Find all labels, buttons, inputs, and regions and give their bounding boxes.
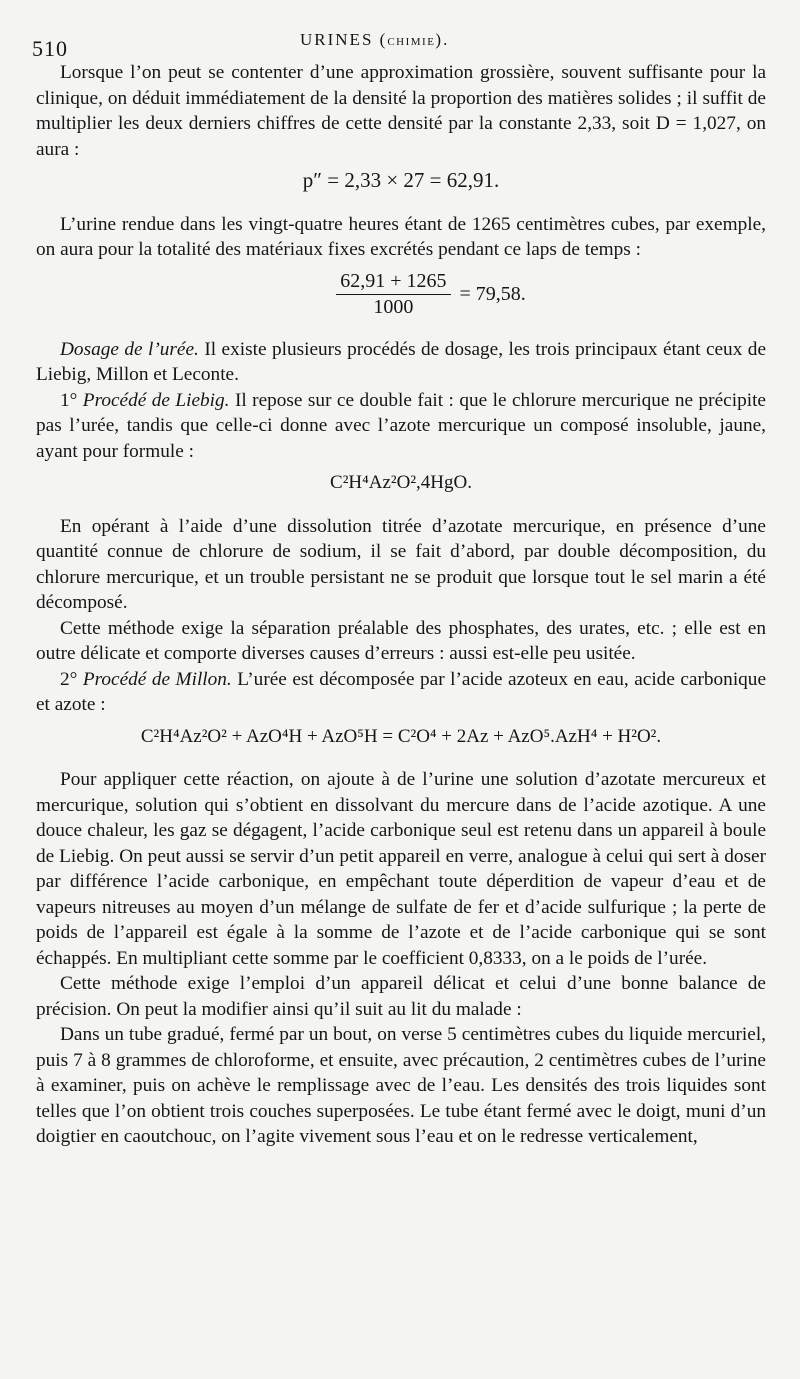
section-title-millon: Procédé de Millon. xyxy=(82,668,232,690)
millon-number: 2° xyxy=(60,668,83,690)
running-head-small: CHIMIE xyxy=(387,36,436,48)
formula-fraction xyxy=(96,269,766,321)
fraction-numerator: 62,91 + 1265 xyxy=(336,269,450,296)
formula-millon: C²H⁴Az²O² + AzO⁴H + AzO⁵H = C²O⁴ + 2Az + AzO⁵.AzH⁴ + H²O². xyxy=(140,725,662,747)
paragraph-4-text: Il repose sur ce double fait : que le chlorure mercurique ne précipite pas l’urée, tandis que celle-ci donne avec l’azote mercurique un composé insoluble, jaune, ayant pour formule : xyxy=(36,389,766,462)
paragraph-3-text: Il existe plusieurs procédés de dosage, les trois principaux étant ceux de Liebig, Millon et Leconte. xyxy=(36,338,766,385)
paragraph-7-text: L’urée est décomposée par l’acide azoteux en eau, acide carbonique et azote : xyxy=(36,668,767,715)
running-head-main: URINES ( xyxy=(300,30,388,49)
paragraph-6: Cette méthode exige la séparation préalable des phosphates, des urates, etc. ; elle est en outre délicate et comporte diverses causes d’erreurs : aussi est-elle peu usitée. xyxy=(36,617,766,664)
paragraph-9: Cette méthode exige l’emploi d’un appareil délicat et celui d’une bonne balance de précision. On peut la modifier ainsi qu’il suit au lit du malade : xyxy=(36,973,766,1020)
paragraph-1: Lorsque l’on peut se contenter d’une approximation grossière, souvent suffisante pour la clinique, on déduit immédiatement de la densité la proportion des matières solides ; il suffit de multiplier les deux derniers chiffres de cette densité par la constante 2,33, soit D = 1,027, on aura : xyxy=(36,62,766,160)
paragraph-dosage-uree xyxy=(36,337,766,388)
paragraph-liebig xyxy=(36,388,766,465)
paragraph-millon xyxy=(36,667,766,718)
fraction-denominator: 1000 xyxy=(373,296,414,318)
formula-liebig: C²H⁴Az²O²,4HgO. xyxy=(330,472,472,493)
fraction-result: = 79,58. xyxy=(459,282,526,305)
paragraph-10: Dans un tube gradué, fermé par un bout, on verse 5 centimètres cubes du liquide mercuriel, puis 7 à 8 grammes de chloroforme, et ensuite, avec précaution, 2 centimètres cubes de l’urine à examiner, puis on achève le remplissage avec de l’eau. Les densités des trois liquides sont telles que l’on obtient trois couches superposées. Le tube étant fermé avec le doigt, muni d’un doigtier en caoutchouc, on l’agite vivement sous l’eau et on le redresse verticalement, xyxy=(36,1024,766,1147)
section-title-dosage: Dosage de l’urée. xyxy=(60,338,199,360)
page-number: 510 xyxy=(32,36,68,61)
section-title-liebig: Procédé de Liebig. xyxy=(82,389,230,411)
paragraph-8: Pour appliquer cette réaction, on ajoute à de l’urine une solution d’azotate mercureux et mercurique, solution qui s’obtient en dissolvant du mercure dans de l’acide azotique. A une douce chaleur, les gaz se dégagent, l’acide carbonique seul est retenu dans un appareil à boule de Liebig. On peut aussi se servir d’un petit appareil en verre, analogue à celui qui sert à doser par différence l’acide carbonique, en empêchant toute déperdition de vapeur d’eau et de vapeurs nitreuses au moyen d’un mélange de sulfate de fer et d’acide sulfurique ; la perte de poids de l’appareil est égale à la somme de l’azote et de l’acide carbonique qui se sont échappés. En multipliant cette somme par le coefficient 0,8333, on a le poids de l’urée. xyxy=(36,769,766,969)
paragraph-2: L’urine rendue dans les vingt-quatre heures étant de 1265 centimètres cubes, par exemple, on aura pour la totalité des matériaux fixes excrétés pendant ce laps de temps : xyxy=(36,213,766,260)
running-head xyxy=(300,30,449,50)
liebig-number: 1° xyxy=(60,389,83,411)
page-body xyxy=(36,60,766,1150)
paragraph-5: En opérant à l’aide d’une dissolution titrée d’azotate mercurique, en présence d’une quantité connue de chlorure de sodium, il se fait d’abord, par double décomposition, du chlorure mercurique, et un trouble persistant ne se produit que lorsque tout le sel marin a été décomposé. xyxy=(36,515,766,613)
formula-p-prime: p″ = 2,33 × 27 = 62,91. xyxy=(302,168,500,192)
fraction xyxy=(336,269,450,321)
running-head-end: ). xyxy=(435,30,450,49)
